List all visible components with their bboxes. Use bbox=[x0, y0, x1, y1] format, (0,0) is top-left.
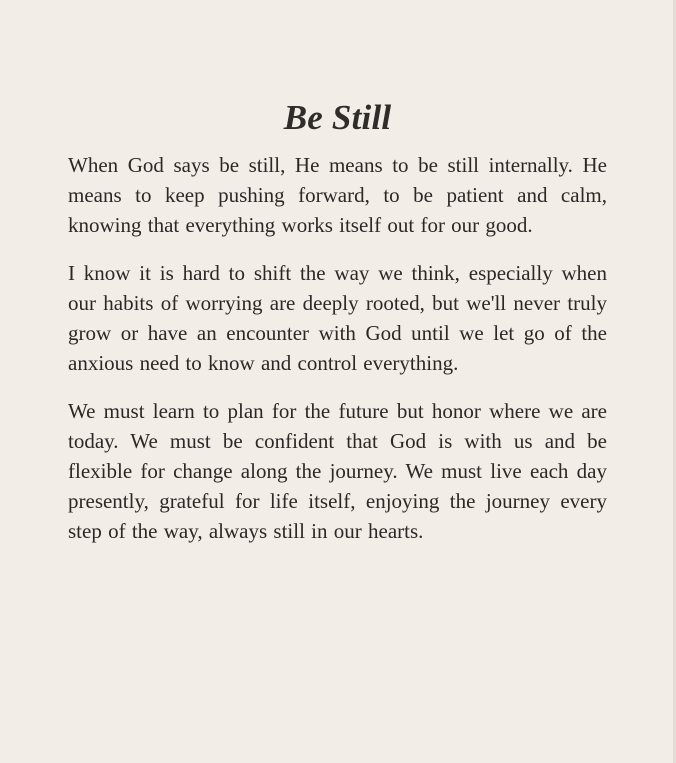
paragraph-1: When God says be still, He means to be still internally. He means to keep pushing forward, to be patient and calm, knowing that everything works itself out for our good. bbox=[68, 153, 607, 237]
paragraph-2: I know it is hard to shift the way we think, especially when our habits of worrying are deeply rooted, but we'll never truly grow or have an encounter with God until we let go of the anxious need to know and control everything. bbox=[68, 261, 607, 375]
document-title: Be Still bbox=[283, 98, 392, 137]
document-content bbox=[68, 96, 607, 564]
paragraph-3: We must learn to plan for the future but honor where we are today. We must be confident that God is with us and be flexible for change along the journey. We must live each day presently, grateful for life itself, enjoying the journey every step of the way, always still in our hearts. bbox=[68, 399, 607, 543]
